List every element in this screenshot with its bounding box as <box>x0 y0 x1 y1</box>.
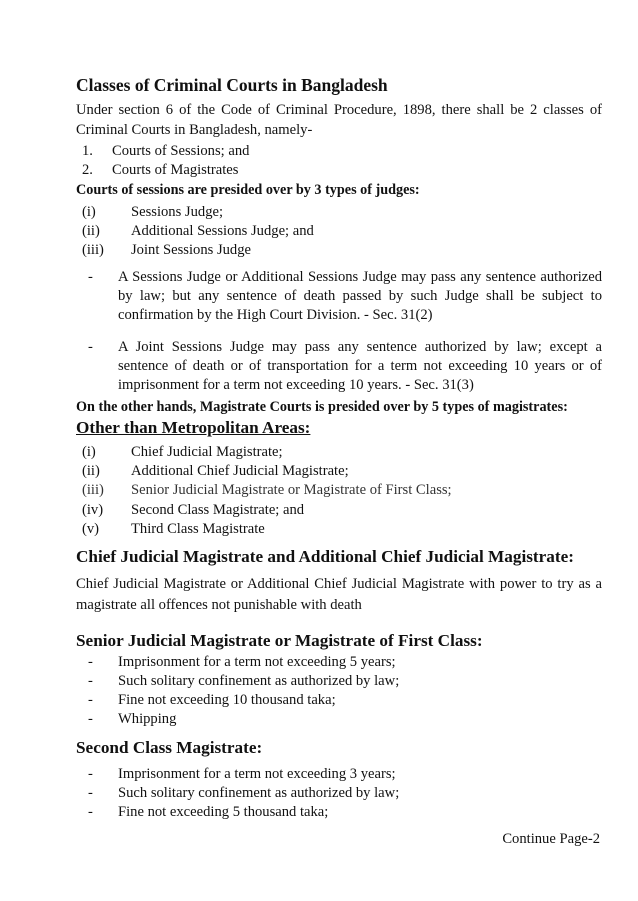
list-item: (i) Sessions Judge; <box>82 204 224 220</box>
magistrates-list <box>82 443 452 539</box>
list-item: (iv) Second Class Magistrate; and <box>82 501 305 518</box>
sessions-heading: Courts of sessions are presided over by 3 types of judges: <box>76 182 420 198</box>
list-item: - Such solitary confinement as authorized by law; <box>88 785 400 801</box>
scm-powers-list <box>88 765 602 822</box>
intro-line-1: Under section 6 of the Code of Criminal Procedure, 1898, there shall be 2 classes of <box>76 102 602 118</box>
sessions-judges-list <box>82 203 314 261</box>
sjm-heading: Senior Judicial Magistrate or Magistrate of First Class: <box>76 631 483 650</box>
page-title: Classes of Criminal Courts in Bangladesh <box>76 75 388 95</box>
list-item: (i) Chief Judicial Magistrate; <box>82 444 283 460</box>
list-item: - Such solitary confinement as authorized by law; <box>88 673 400 689</box>
list-item: (ii) Additional Sessions Judge; and <box>82 223 314 240</box>
list-item: (ii) Additional Chief Judicial Magistrate; <box>82 463 349 480</box>
list-item: - Fine not exceeding 5 thousand taka; <box>88 804 329 820</box>
list-item: (iii) Senior Judicial Magistrate or Magistrate of First Class; <box>82 482 452 499</box>
list-item: (iii) Joint Sessions Judge <box>82 242 252 259</box>
cjm-heading: Chief Judicial Magistrate and Additional Chief Judicial Magistrate: <box>76 547 574 566</box>
court-classes-list <box>82 142 249 180</box>
list-item: - Imprisonment for a term not exceeding 5 years; <box>88 654 396 670</box>
list-item: - Imprisonment for a term not exceeding 3 years; <box>88 766 396 782</box>
scm-heading: Second Class Magistrate: <box>76 738 263 757</box>
sessions-note: - A Sessions Judge or Additional Sessions Judge may pass any sentence authorized by law; but any sentence of death passed by such Judge shall be subject to confirmation by the High Court Division. - Sec. 31(2) <box>88 269 602 323</box>
list-item: 2. Courts of Magistrates <box>82 162 239 178</box>
sjm-powers-list <box>88 653 602 729</box>
continue-page-note: Continue Page-2 <box>502 831 600 847</box>
list-item: - Whipping <box>88 711 177 727</box>
magistrate-heading: On the other hands, Magistrate Courts is presided over by 5 types of magistrates: <box>76 399 568 415</box>
intro-line-2: Criminal Courts in Bangladesh, namely- <box>76 122 313 138</box>
cjm-line-2: magistrate all offences not punishable with death <box>76 597 362 613</box>
list-item: (v) Third Class Magistrate <box>82 520 265 537</box>
sessions-note: - A Joint Sessions Judge may pass any sentence authorized by law; except a sentence of death or of transportation for a term not exceeding 10 years or of imprisonment for a term not exceeding 10 years. - Sec. 31(3) <box>88 339 602 393</box>
cjm-line-1: Chief Judicial Magistrate or Additional Chief Judicial Magistrate with power to try as a <box>76 576 602 592</box>
metro-heading: Other than Metropolitan Areas: <box>76 418 311 437</box>
list-item: - Fine not exceeding 10 thousand taka; <box>88 692 336 708</box>
list-item: 1. Courts of Sessions; and <box>82 143 250 159</box>
